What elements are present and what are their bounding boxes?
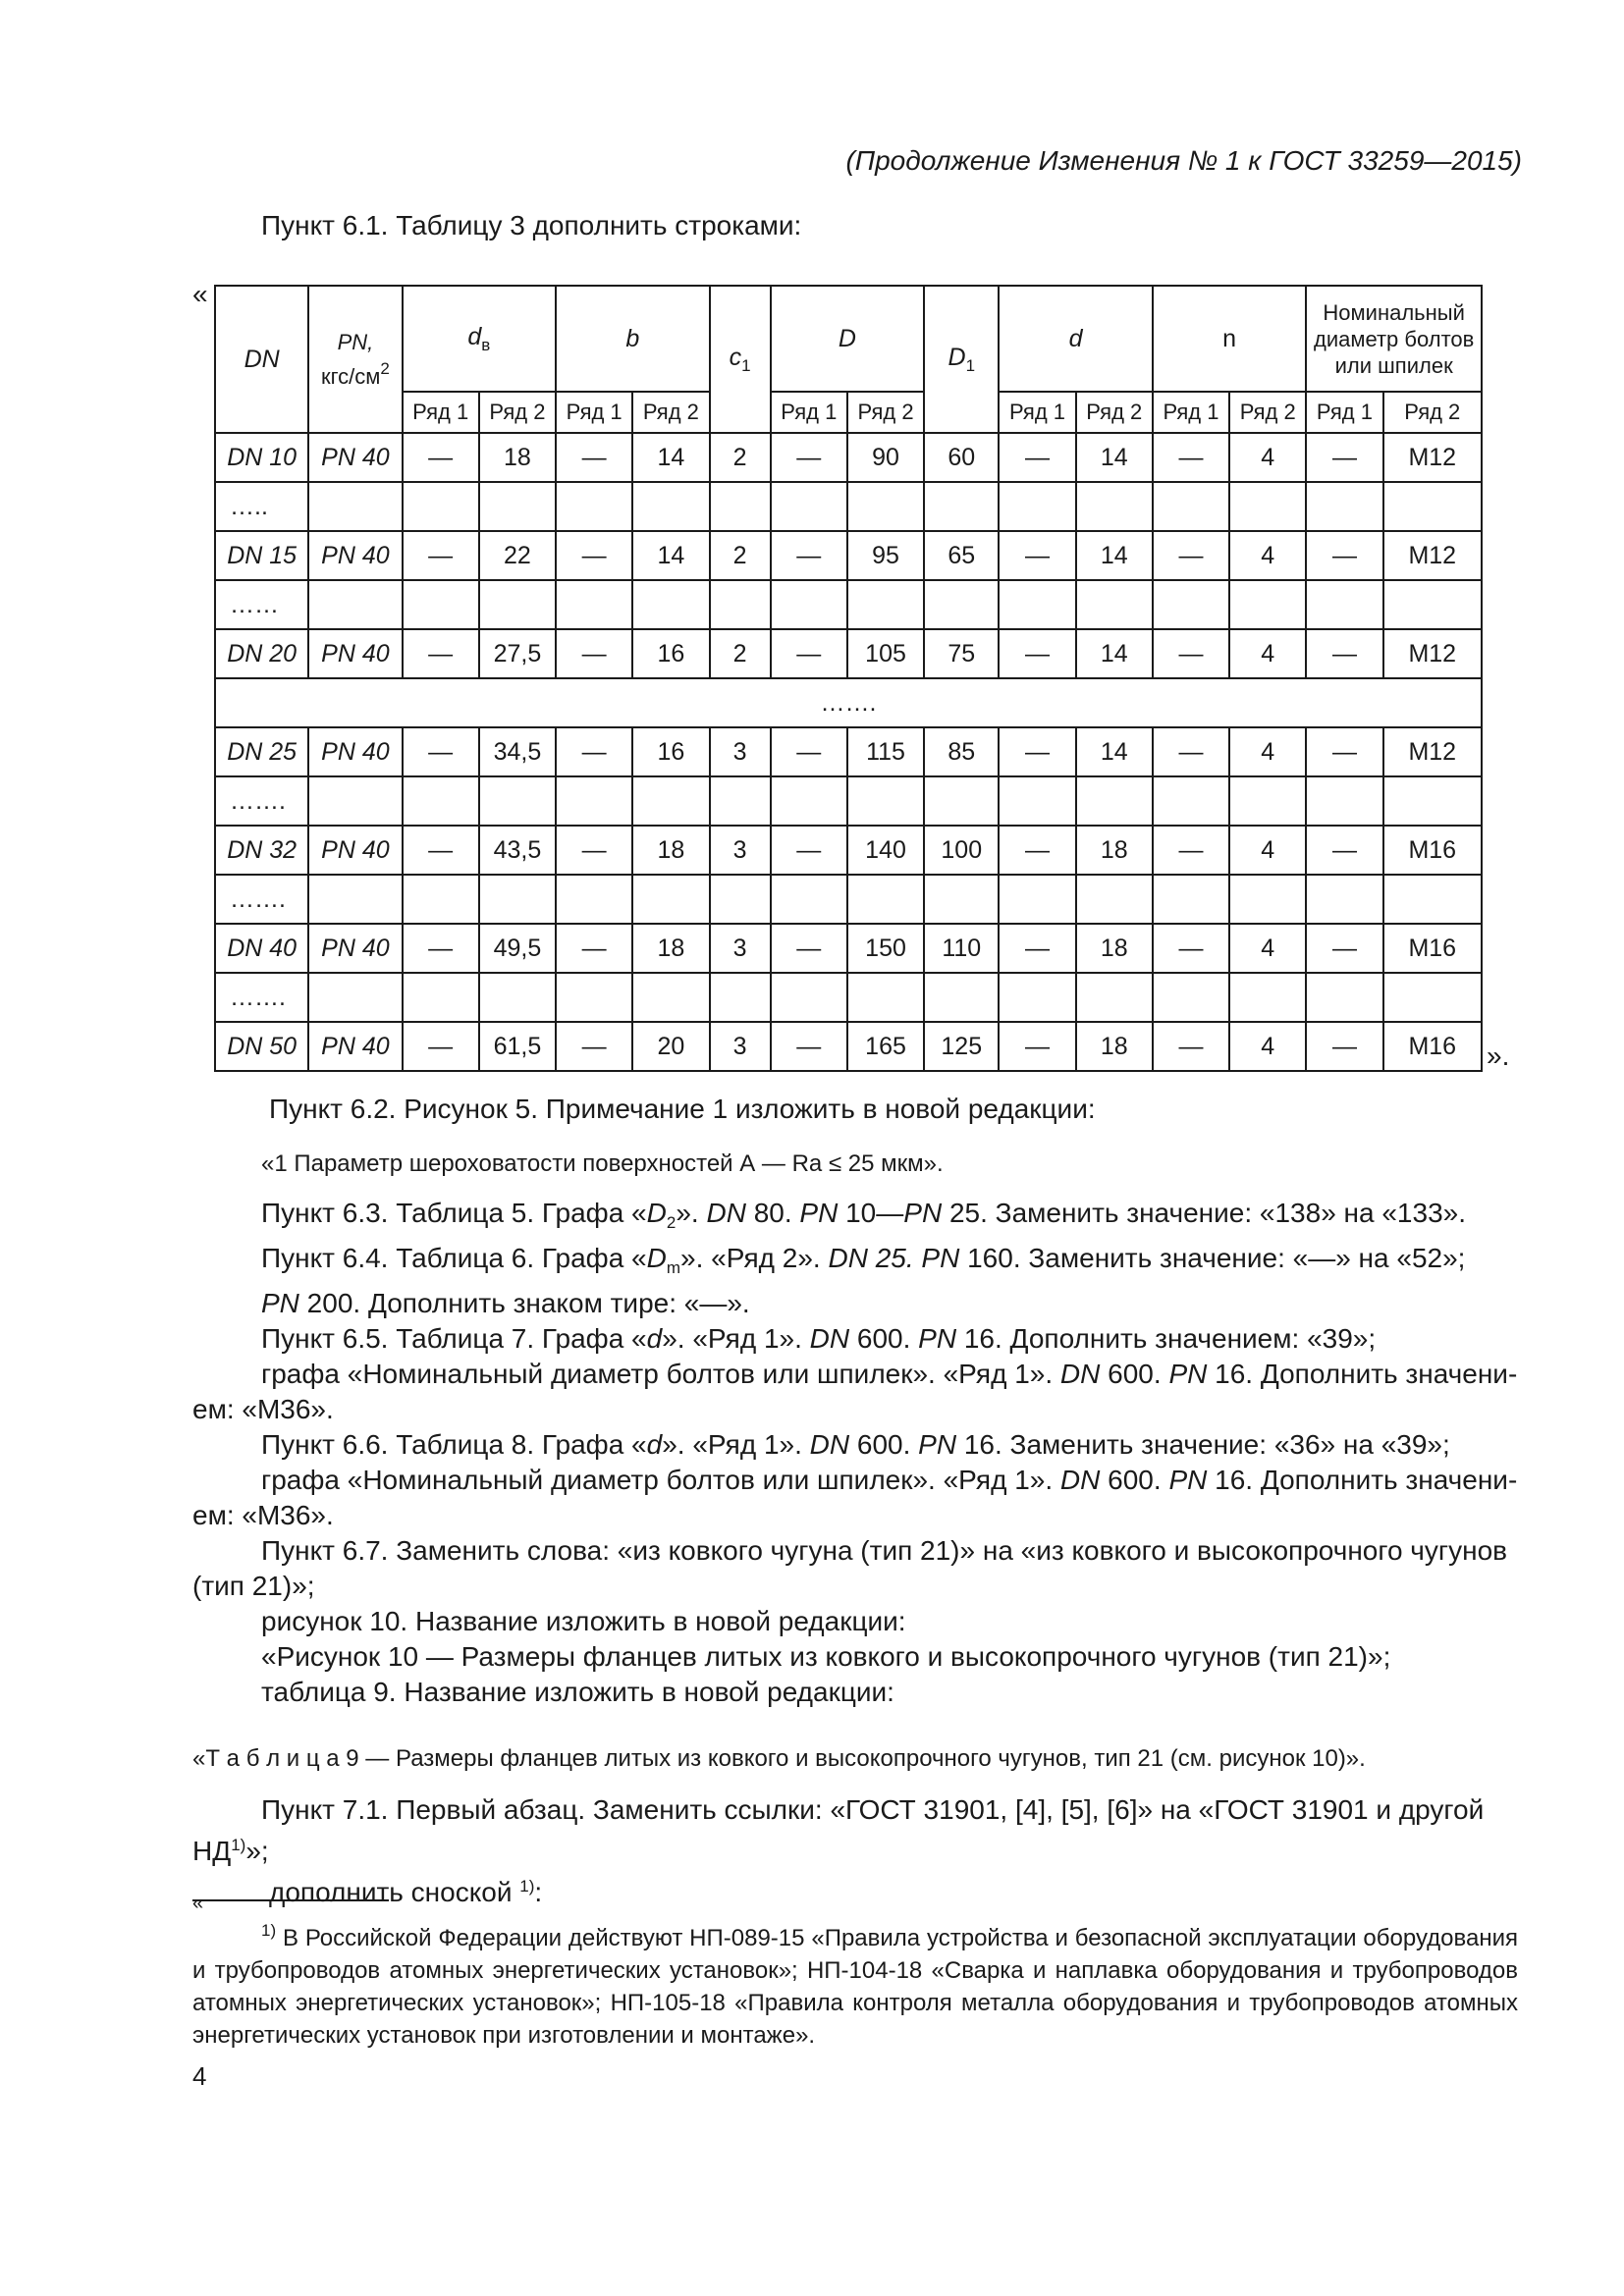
table-cell: — [403, 531, 479, 580]
p66-paragraph: Пункт 6.6. Таблица 8. Графа «d». «Ряд 1». DN 600. PN 16. Заменить значение: «36» на «39»; [261, 1429, 1450, 1460]
intro-paragraph: Пункт 6.1. Таблицу 3 дополнить строками: [261, 210, 802, 240]
empty-cell [479, 776, 556, 826]
empty-cell [403, 875, 479, 924]
empty-cell [1076, 973, 1153, 1022]
empty-cell [924, 580, 999, 629]
empty-cell [1383, 776, 1482, 826]
p65-end: ем: «М36». [192, 1394, 334, 1424]
table-cell: 18 [632, 924, 709, 973]
table-cell: — [999, 433, 1075, 482]
empty-cell [847, 776, 924, 826]
table-cell: 3 [710, 1022, 771, 1071]
table-cell: — [999, 727, 1075, 776]
table-cell: 4 [1229, 924, 1306, 973]
table-cell: 75 [924, 629, 999, 678]
empty-cell [1383, 580, 1482, 629]
table-cell: — [999, 826, 1075, 875]
ellipsis-cell: ……. [215, 973, 308, 1022]
table-cell: 16 [632, 629, 709, 678]
empty-cell [999, 580, 1075, 629]
table-ellipsis-row [215, 580, 1482, 629]
ellipsis-cell: …… [215, 580, 308, 629]
table-cell: 14 [1076, 433, 1153, 482]
p67-table-line: таблица 9. Название изложить в новой редакции: [261, 1677, 894, 1707]
empty-cell [847, 875, 924, 924]
empty-cell [479, 580, 556, 629]
ellipsis-cell: ….. [215, 482, 308, 531]
table-row [215, 727, 1482, 776]
table-cell: 16 [632, 727, 709, 776]
table-cell: — [771, 924, 847, 973]
cell-pn: PN 40 [308, 1022, 402, 1071]
table-cell: — [771, 1022, 847, 1071]
p71-footnote-line: дополнить сноской $^{1)}$: [269, 1877, 543, 1907]
empty-cell [771, 973, 847, 1022]
empty-cell [1383, 482, 1482, 531]
p66-end: ем: «М36». [192, 1500, 334, 1530]
empty-cell [1383, 875, 1482, 924]
D-row2-header: Ряд 2 [847, 392, 924, 433]
empty-cell [999, 973, 1075, 1022]
table-ellipsis-row [215, 678, 1482, 727]
empty-cell [1076, 875, 1153, 924]
empty-cell [556, 482, 632, 531]
empty-cell [556, 973, 632, 1022]
table-cell: 61,5 [479, 1022, 556, 1071]
empty-cell [308, 875, 402, 924]
empty-cell [924, 973, 999, 1022]
amendments-block [192, 1196, 1522, 1710]
table-cell: — [403, 629, 479, 678]
table-cell: 165 [847, 1022, 924, 1071]
table-cell: 2 [710, 531, 771, 580]
cell-dn: DN 50 [215, 1022, 308, 1071]
empty-cell [632, 875, 709, 924]
empty-cell [771, 482, 847, 531]
table-cell: M12 [1383, 433, 1482, 482]
cell-dn: DN 15 [215, 531, 308, 580]
col-D1-header: $D_1$ [924, 286, 999, 433]
empty-cell [632, 580, 709, 629]
ellipsis-cell: ……. [215, 875, 308, 924]
empty-cell [1306, 776, 1382, 826]
table-cell: — [556, 1022, 632, 1071]
p67-figure-line: рисунок 10. Название изложить в новой редакции: [261, 1606, 906, 1636]
footnote-separator [192, 1899, 389, 1901]
table-cell: 14 [1076, 629, 1153, 678]
col-b-header: b [556, 286, 709, 392]
empty-cell [632, 776, 709, 826]
empty-cell [308, 973, 402, 1022]
table-row [215, 629, 1482, 678]
empty-cell [847, 580, 924, 629]
table-cell: — [999, 924, 1075, 973]
empty-cell [710, 776, 771, 826]
table9-title: «Т а б л и ц а 9 — Размеры фланцев литых из ковкого и высокопрочного чугунов, тип 21 (см. рисунок 10)». [192, 1745, 1366, 1772]
table-cell: — [1153, 826, 1229, 875]
empty-cell [308, 482, 402, 531]
table-cell: 18 [1076, 924, 1153, 973]
table-cell: 14 [1076, 531, 1153, 580]
table-cell: — [999, 531, 1075, 580]
table-cell: 125 [924, 1022, 999, 1071]
cell-dn: DN 20 [215, 629, 308, 678]
empty-cell [1153, 973, 1229, 1022]
empty-cell [403, 580, 479, 629]
empty-cell [556, 580, 632, 629]
table-cell: — [556, 433, 632, 482]
table-header-row [215, 286, 1482, 392]
empty-cell [1076, 776, 1153, 826]
empty-cell [308, 776, 402, 826]
table-cell: 2 [710, 433, 771, 482]
running-header: (Продолжение Изменения № 1 к ГОСТ 33259—2015) [845, 145, 1522, 176]
table-cell: 4 [1229, 531, 1306, 580]
table-cell: — [403, 924, 479, 973]
empty-cell [479, 482, 556, 531]
table-cell: 18 [1076, 826, 1153, 875]
empty-cell [1076, 580, 1153, 629]
table-cell: — [771, 629, 847, 678]
table-cell: 3 [710, 924, 771, 973]
col-D-header: D [771, 286, 924, 392]
p71-continuation: НД$^{1)}$»; [192, 1836, 269, 1866]
p63-paragraph: Пункт 6.3. Таблица 5. Графа «$D_2$». DN 80. PN 10—PN 25. Заменить значение: «138» на «133». [261, 1198, 1467, 1232]
table-cell: — [556, 924, 632, 973]
empty-cell [771, 776, 847, 826]
nominal-row2-header: Ряд 2 [1383, 392, 1482, 433]
empty-cell [999, 482, 1075, 531]
table-cell: 3 [710, 826, 771, 875]
table-cell: 4 [1229, 727, 1306, 776]
table-cell: 14 [632, 433, 709, 482]
empty-cell [924, 482, 999, 531]
cell-dn: DN 32 [215, 826, 308, 875]
table-cell: M16 [1383, 1022, 1482, 1071]
flange-dimensions-table [214, 285, 1483, 1072]
empty-cell [403, 482, 479, 531]
cell-dn: DN 40 [215, 924, 308, 973]
table-cell: 115 [847, 727, 924, 776]
n-row1-header: Ряд 1 [1153, 392, 1229, 433]
table-cell: 60 [924, 433, 999, 482]
empty-cell [1229, 875, 1306, 924]
col-d-header: d [999, 286, 1152, 392]
empty-cell [1229, 482, 1306, 531]
empty-cell [999, 875, 1075, 924]
b-row1-header: Ряд 1 [556, 392, 632, 433]
table-cell: 34,5 [479, 727, 556, 776]
table-cell: 95 [847, 531, 924, 580]
p64-paragraph: Пункт 6.4. Таблица 6. Графа «$D_m$». «Ряд 2». DN 25. PN 160. Заменить значение: «—» на «52»; [261, 1243, 1466, 1277]
empty-cell [479, 875, 556, 924]
p65-paragraph: Пункт 6.5. Таблица 7. Графа «d». «Ряд 1». DN 600. PN 16. Дополнить значением: «39»; [261, 1323, 1377, 1354]
empty-cell [1306, 875, 1382, 924]
table-cell: 2 [710, 629, 771, 678]
table-cell: 100 [924, 826, 999, 875]
d-row2-header: Ряд 2 [1076, 392, 1153, 433]
col-c1-header: $c_1$ [710, 286, 771, 433]
table-row [215, 826, 1482, 875]
table-cell: 14 [632, 531, 709, 580]
page-number: 4 [192, 2061, 207, 2091]
p71-block [192, 1792, 1522, 1910]
table-cell: 14 [1076, 727, 1153, 776]
table-cell: — [1306, 727, 1382, 776]
table-row [215, 531, 1482, 580]
table-cell: 3 [710, 727, 771, 776]
table-cell: — [403, 1022, 479, 1071]
table-ellipsis-row [215, 776, 1482, 826]
empty-cell [632, 973, 709, 1022]
table-cell: — [1153, 433, 1229, 482]
cell-pn: PN 40 [308, 727, 402, 776]
footnote-text: $^{1)}$ В Российской Федерации действуют НП-089-15 «Правила устройства и безопасной эксплуатации оборудования и трубопроводов атомных энергетических установок»; НП-104-18 «Сварка и наплавка оборудования и трубопроводов атомных энергетических установок»; НП-105-18 «Правила контроля металла оборудования и трубопроводов атомных энергетических установок при изготовлении и монтаже». [192, 1921, 1518, 2049]
empty-cell [1229, 580, 1306, 629]
empty-cell [1229, 973, 1306, 1022]
table-cell: 18 [632, 826, 709, 875]
table-cell: 4 [1229, 629, 1306, 678]
cell-pn: PN 40 [308, 924, 402, 973]
empty-cell [999, 776, 1075, 826]
table-cell: — [556, 727, 632, 776]
empty-cell [847, 973, 924, 1022]
cell-pn: PN 40 [308, 629, 402, 678]
table-cell: — [403, 826, 479, 875]
table-cell: M12 [1383, 727, 1482, 776]
p62-paragraph: Пункт 6.2. Рисунок 5. Примечание 1 изложить в новой редакции: [269, 1094, 1096, 1124]
empty-cell [1306, 973, 1382, 1022]
ellipsis-cell: ……. [215, 776, 308, 826]
table-cell: — [1306, 924, 1382, 973]
p65-continuation: графа «Номинальный диаметр болтов или шпилек». «Ряд 1». DN 600. PN 16. Дополнить значени- [261, 1359, 1518, 1389]
empty-cell [1153, 875, 1229, 924]
table-open-quote: « [192, 279, 208, 309]
empty-cell [556, 776, 632, 826]
empty-cell [1153, 580, 1229, 629]
table-cell: — [556, 629, 632, 678]
empty-cell [710, 482, 771, 531]
empty-cell [632, 482, 709, 531]
empty-cell [1153, 482, 1229, 531]
empty-cell [1306, 482, 1382, 531]
p64-continuation: PN 200. Дополнить знаком тире: «—». [261, 1288, 750, 1318]
col-pn-header: PN, кгс/$см^2$ [308, 286, 402, 433]
table-ellipsis-row [215, 973, 1482, 1022]
cell-pn: PN 40 [308, 433, 402, 482]
table-ellipsis-row [215, 875, 1482, 924]
table-cell: — [1153, 727, 1229, 776]
table-cell: 27,5 [479, 629, 556, 678]
b-row2-header: Ряд 2 [632, 392, 709, 433]
table-cell: — [1306, 826, 1382, 875]
p67-paragraph: Пункт 6.7. Заменить слова: «из ковкого чугуна (тип 21)» на «из ковкого и высокопрочного чугунов [261, 1535, 1508, 1566]
empty-cell [710, 580, 771, 629]
ellipsis-span-cell: ……. [215, 678, 1482, 727]
table-cell: — [1153, 531, 1229, 580]
table-cell: — [999, 1022, 1075, 1071]
table-row [215, 433, 1482, 482]
table-cell: 43,5 [479, 826, 556, 875]
table-cell: — [1306, 1022, 1382, 1071]
col-dv-header: $d_в$ [403, 286, 556, 392]
table-cell: M12 [1383, 531, 1482, 580]
table-cell: 150 [847, 924, 924, 973]
empty-cell [556, 875, 632, 924]
col-dn-header: DN [215, 286, 308, 433]
table-cell: 4 [1229, 826, 1306, 875]
empty-cell [924, 776, 999, 826]
empty-cell [771, 580, 847, 629]
table-cell: 85 [924, 727, 999, 776]
table-cell: — [771, 433, 847, 482]
p67-continuation: (тип 21)»; [192, 1571, 315, 1601]
footnote-quote: « [192, 1893, 204, 1914]
table-ellipsis-row [215, 482, 1482, 531]
empty-cell [308, 580, 402, 629]
dv-row1-header: Ряд 1 [403, 392, 479, 433]
table-cell: — [1306, 433, 1382, 482]
empty-cell [403, 776, 479, 826]
table-cell: 18 [1076, 1022, 1153, 1071]
empty-cell [924, 875, 999, 924]
table-cell: 18 [479, 433, 556, 482]
cell-pn: PN 40 [308, 826, 402, 875]
col-nominal-header: Номинальный диаметр болтов или шпилек [1306, 286, 1482, 392]
cell-dn: DN 10 [215, 433, 308, 482]
cell-dn: DN 25 [215, 727, 308, 776]
table-cell: — [771, 727, 847, 776]
table-cell: — [403, 727, 479, 776]
table-cell: — [1153, 1022, 1229, 1071]
table-subheader-row [215, 392, 1482, 433]
empty-cell [710, 875, 771, 924]
empty-cell [1076, 482, 1153, 531]
p62-note: «1 Параметр шероховатости поверхностей А — Ra ≤ 25 мкм». [261, 1150, 944, 1177]
table-cell: 65 [924, 531, 999, 580]
d-row1-header: Ряд 1 [999, 392, 1075, 433]
table-cell: 110 [924, 924, 999, 973]
n-row2-header: Ряд 2 [1229, 392, 1306, 433]
table-cell: 90 [847, 433, 924, 482]
table-cell: — [556, 531, 632, 580]
table-cell: 105 [847, 629, 924, 678]
table-cell: — [403, 433, 479, 482]
table-cell: — [1153, 629, 1229, 678]
empty-cell [1383, 973, 1482, 1022]
table-cell: 20 [632, 1022, 709, 1071]
empty-cell [847, 482, 924, 531]
table-row [215, 924, 1482, 973]
table-cell: — [556, 826, 632, 875]
empty-cell [1306, 580, 1382, 629]
table-cell: M16 [1383, 924, 1482, 973]
empty-cell [403, 973, 479, 1022]
table-cell: — [1306, 629, 1382, 678]
table-cell: — [999, 629, 1075, 678]
empty-cell [710, 973, 771, 1022]
table-cell: 4 [1229, 1022, 1306, 1071]
table-cell: 49,5 [479, 924, 556, 973]
table-cell: M16 [1383, 826, 1482, 875]
table-row [215, 1022, 1482, 1071]
p71-paragraph: Пункт 7.1. Первый абзац. Заменить ссылки: «ГОСТ 31901, [4], [5], [6]» на «ГОСТ 31901 и другой [261, 1794, 1485, 1825]
empty-cell [1153, 776, 1229, 826]
table-body [215, 433, 1482, 1071]
nominal-row1-header: Ряд 1 [1306, 392, 1382, 433]
p66-continuation: графа «Номинальный диаметр болтов или шпилек». «Ряд 1». DN 600. PN 16. Дополнить значени- [261, 1465, 1518, 1495]
table-cell: — [771, 531, 847, 580]
table-cell: 22 [479, 531, 556, 580]
p67-figure-title: «Рисунок 10 — Размеры фланцев литых из ковкого и высокопрочного чугунов (тип 21)»; [261, 1641, 1391, 1672]
table-cell: — [1153, 924, 1229, 973]
table-close-quote: ». [1487, 1041, 1510, 1071]
table-cell: — [771, 826, 847, 875]
empty-cell [771, 875, 847, 924]
table-cell: 140 [847, 826, 924, 875]
empty-cell [479, 973, 556, 1022]
table-cell: — [1306, 531, 1382, 580]
col-n-header: n [1153, 286, 1306, 392]
dv-row2-header: Ряд 2 [479, 392, 556, 433]
D-row1-header: Ряд 1 [771, 392, 847, 433]
cell-pn: PN 40 [308, 531, 402, 580]
empty-cell [1229, 776, 1306, 826]
table-cell: M12 [1383, 629, 1482, 678]
table-cell: 4 [1229, 433, 1306, 482]
